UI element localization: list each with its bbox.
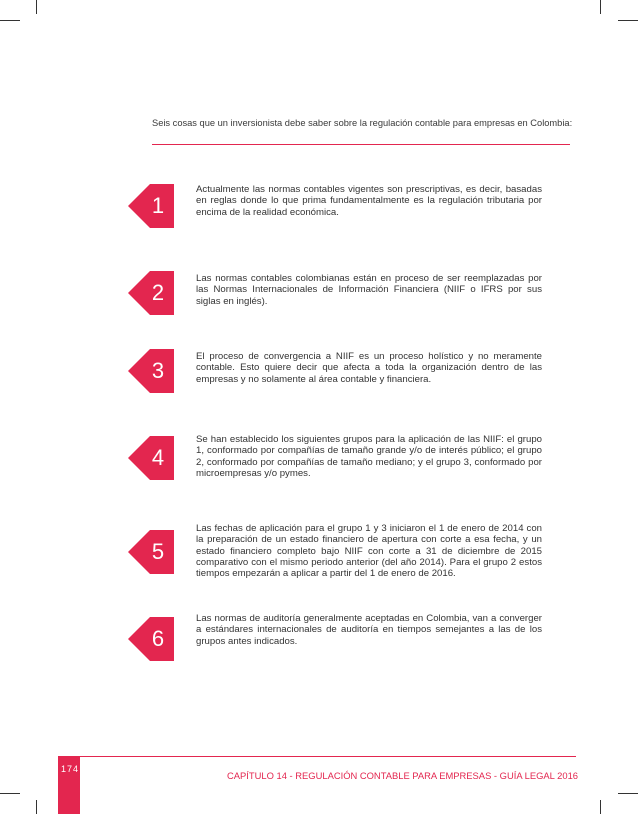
list-item-3	[128, 349, 548, 409]
crop-mark	[0, 793, 20, 794]
item-number: 3	[151, 358, 165, 383]
intro-divider	[152, 144, 570, 145]
item-text: Las normas de auditoría generalmente aceptadas en Colombia, van a converger a estándares internacionales de auditoría en tiempos semejantes a las de los grupos antes indicados.	[196, 613, 542, 647]
number-marker	[128, 271, 174, 315]
number-marker	[128, 349, 174, 393]
crop-mark	[618, 20, 638, 21]
item-text: Las fechas de aplicación para el grupo 1 y 3 iniciaron el 1 de enero de 2014 con la preparación de un estado financiero de apertura con corte a esa fecha, y un estado financiero completo bajo NIIF con corte a 31 de diciembre de 2015 comparativo con el mismo periodo anterior (del año 2014). Para el grupo 2 estos tiempos empezarán a aplicar a partir del 1 de enero de 2016.	[196, 523, 542, 580]
item-text: Actualmente las normas contables vigentes son prescriptivas, es decir, basadas en reglas donde lo que prima fundamentalmente es la regulación tributaria por encima de la realidad económica.	[196, 184, 542, 218]
item-number: 5	[151, 539, 165, 564]
page-number: 174	[61, 764, 80, 774]
footer-divider	[58, 756, 576, 757]
chapter-footer: CAPÍTULO 14 - REGULACIÓN CONTABLE PARA EMPRESAS - GUÍA LEGAL 2016	[227, 770, 578, 781]
number-marker	[128, 617, 174, 661]
crop-mark	[600, 800, 601, 814]
crop-mark	[36, 800, 37, 814]
crop-mark	[618, 793, 638, 794]
item-number: 4	[151, 445, 165, 470]
number-marker	[128, 436, 174, 480]
item-text: El proceso de convergencia a NIIF es un proceso holístico y no meramente contable. Esto quiere decir que afecta a toda la organización dentro de las empresas y no solamente al área contable y financiera.	[196, 351, 542, 385]
list-item-4	[128, 436, 548, 496]
intro-heading: Seis cosas que un inversionista debe saber sobre la regulación contable para empresas en Colombia:	[152, 118, 573, 128]
item-text: Las normas contables colombianas están en proceso de ser reemplazadas por las Normas Internacionales de Información Financiera (NIIF o IFRS por sus siglas en inglés).	[196, 273, 542, 307]
number-marker	[128, 530, 174, 574]
list-item-6	[128, 613, 548, 677]
list-item-1	[128, 184, 548, 244]
crop-mark	[600, 0, 601, 14]
item-number: 2	[151, 280, 165, 305]
item-number: 1	[151, 193, 165, 218]
item-number: 6	[151, 626, 165, 651]
number-marker	[128, 184, 174, 228]
crop-mark	[0, 20, 20, 21]
crop-mark	[36, 0, 37, 14]
item-text: Se han establecido los siguientes grupos para la aplicación de las NIIF: el grupo 1, conformado por compañías de tamaño grande y/o de interés público; el grupo 2, conformado por compañías de tamaño mediano; y el grupo 3, conformado por microempresas y/o pymes.	[196, 434, 542, 479]
list-item-5	[128, 523, 548, 590]
list-item-2	[128, 271, 548, 331]
